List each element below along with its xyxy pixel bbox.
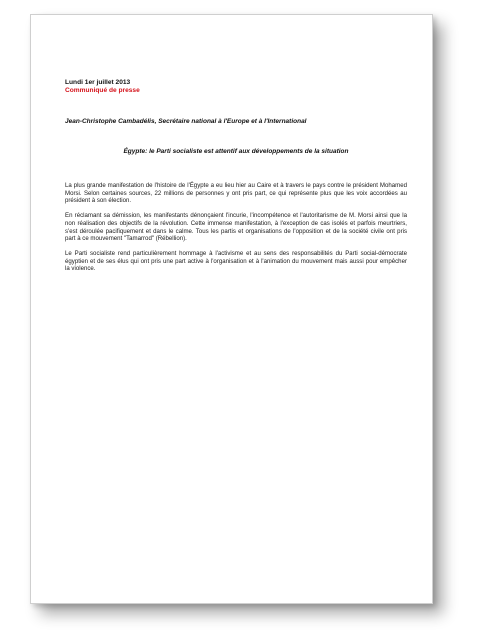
body-text [65,182,407,280]
body-paragraph: Le Parti socialiste rend particulièrement hommage à l'activisme et au sens des responsabilités du Parti social-démocrate égyptien et de ses élus qui ont pris une part active à l'organisation et à l'animation du mouvement mais aussi pour empêcher la violence. [65,249,407,273]
press-date: Lundi 1er juillet 2013 [65,79,131,86]
body-paragraph: La plus grande manifestation de l'histoire de l'Égypte a eu lieu hier au Caire et à travers le pays contre le président Mohamed Morsi. Selon certaines sources, 22 millions de personnes y ont pris part, ce qui représente plus que les voix accordées au président à son élection. [65,182,407,205]
body-paragraph: En réclamant sa démission, les manifestants dénonçaient l'incurie, l'incompétence et l'autoritarisme de M. Morsi ainsi que la non réalisation des objectifs de la révolution. Cette immense manifestation, à l'exception de cas isolés et parfois meurtriers, s'est déroulée pacifiquement et dans le calme. Tous les partis et organisations de l'opposition et de la société civile ont pris part à ce mouvement "Tamarrod" (Rébellion). [65,212,407,243]
document-page [30,14,433,604]
headline: Égypte: le Parti socialiste est attentif aux développements de la situation [123,148,349,155]
press-release-label: Communiqué de presse [65,87,140,94]
author-line: Jean-Christophe Cambadélis, Secrétaire national à l'Europe et à l'International [65,118,307,125]
